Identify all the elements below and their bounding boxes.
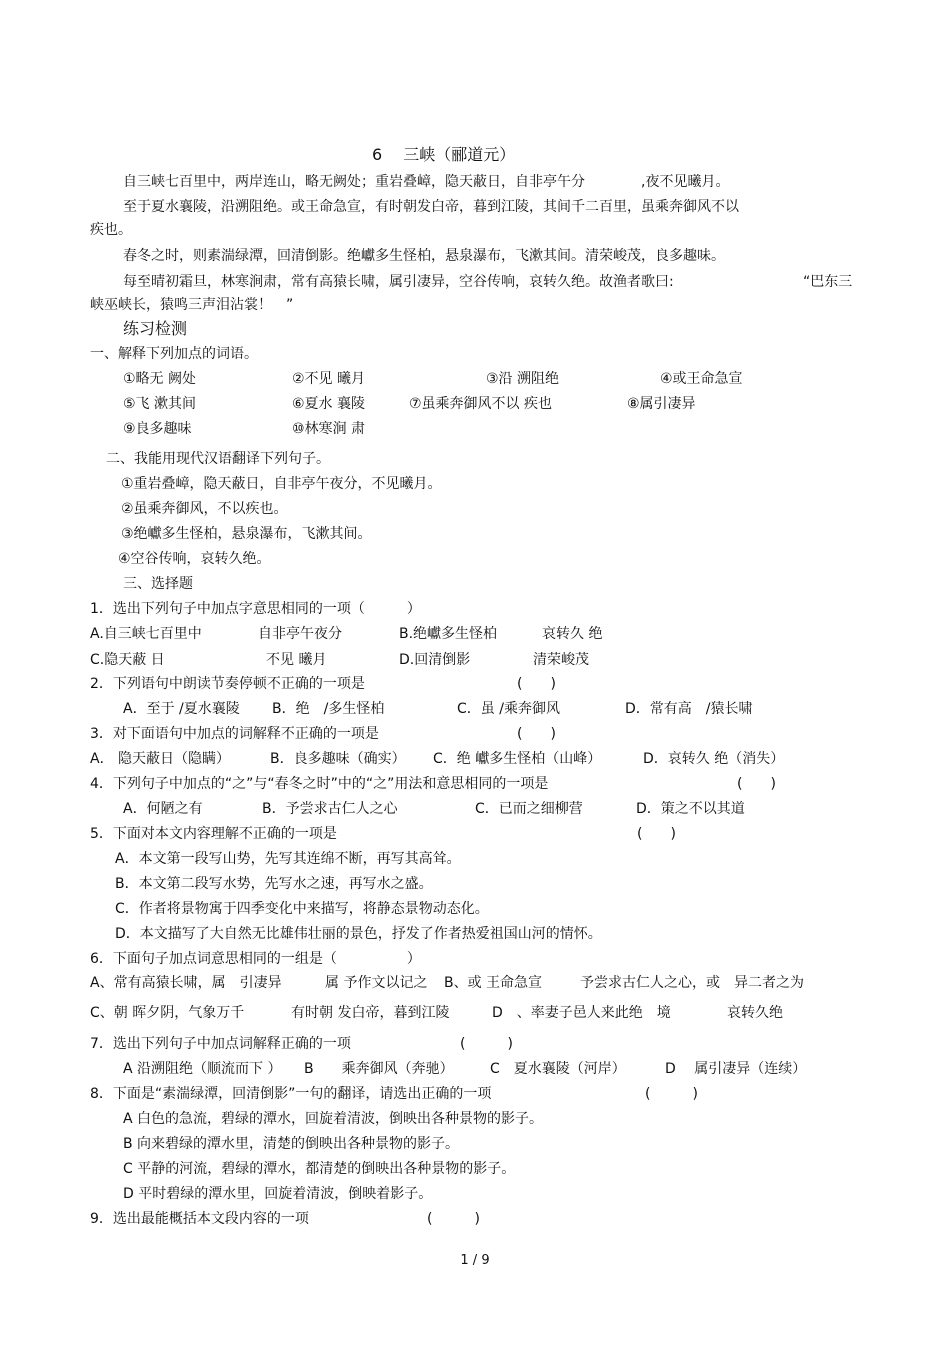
mc-option: C 平静的河流，碧绿的潭水，都清楚的倒映出各种景物的影子。 (123, 1161, 516, 1177)
mc-question-3: 3．对下面语句中加点的词解释不正确的一项是 (90, 726, 379, 742)
mc-option: A．何陋之有 (123, 801, 203, 817)
word-item: ④或王命急宣 (660, 371, 743, 387)
mc-question-2: 2．下列语句中朗读节奏停顿不正确的一项是 (90, 676, 365, 692)
mc-option: A 白色的急流，碧绿的潭水，回旋着清波，倒映出各种景物的影子。 (123, 1111, 544, 1127)
mc-option: B 向来碧绿的潭水里，清楚的倒映出各种景物的影子。 (123, 1136, 460, 1152)
paragraph-1: 自三峡七百里中，两岸连山，略无阙处；重岩叠嶂，隐天蔽日，自非亭午分 ,夜不见曦月。 (123, 174, 730, 190)
mc-option: B．予尝求古仁人之心 (262, 801, 398, 817)
mc-question-4: 4．下列句子中加点的“之”与“春冬之时”中的“之”用法和意思相同的一项是 (90, 776, 549, 792)
paragraph-4-cont: 峡巫峡长，猿鸣三声泪沾裳！ ” (90, 297, 294, 313)
answer-paren: ( ) (427, 1211, 480, 1227)
mc-option: A． 隐天蔽日（隐瞒） (90, 751, 231, 767)
mc-option: 予尝求古仁人之心，或 异二者之为 (580, 975, 804, 991)
translation-item: ①重岩叠嶂，隐天蔽日，自非亭午夜分，不见曦月。 (121, 476, 442, 492)
answer-paren: ( ) (645, 1086, 698, 1102)
mc-option: C．已而之细柳营 (475, 801, 583, 817)
mc-question-7: 7．选出下列句子中加点词解释正确的一项 (90, 1036, 351, 1052)
mc-question-9: 9．选出最能概括本文段内容的一项 (90, 1211, 309, 1227)
mc-option: B、或 王命急宣 (444, 975, 543, 991)
word-item: ⑩林寒涧 肃 (292, 421, 366, 437)
answer-paren: ( ) (517, 726, 556, 742)
mc-option: C．作者将景物寓于四季变化中来描写，将静态景物动态化。 (115, 901, 489, 917)
word-item: ①略无 阙处 (123, 371, 197, 387)
mc-option: 不见 曦月 (266, 652, 327, 668)
paragraph-4: 每至晴初霜旦，林寒涧肃，常有高猿长啸，属引凄异，空谷传响，哀转久绝。故渔者歌曰: (123, 274, 674, 290)
mc-option: A、常有高猿长啸，属 引凄异 (90, 975, 282, 991)
paragraph-2-cont: 疾也。 (90, 222, 132, 238)
mc-question-8: 8．下面是“素湍绿潭，回清倒影”一句的翻译，请选出正确的一项 (90, 1086, 492, 1102)
mc-option: C．虽 /乘奔御风 (457, 701, 560, 717)
mc-option: D．常有高 /猿长啸 (625, 701, 753, 717)
mc-option: C．绝 巘多生怪柏（山峰） (433, 751, 602, 767)
mc-option: 哀转久 绝 (542, 626, 603, 642)
translation-item: ②虽乘奔御风，不以疾也。 (121, 501, 288, 517)
mc-option: C、朝 晖夕阴，气象万千 (90, 1005, 245, 1021)
mc-question-5: 5．下面对本文内容理解不正确的一项是 (90, 826, 337, 842)
mc-option: B.绝巘多生怪柏 (399, 626, 498, 642)
mc-option: D．哀转久 绝（消失） (643, 751, 785, 767)
mc-option: B 乘奔御风（奔驰） (304, 1061, 454, 1077)
answer-paren: ( ) (737, 776, 776, 792)
word-item: ⑥夏水 襄陵 (292, 396, 366, 412)
translation-item: ③绝巘多生怪柏，悬泉瀑布，飞漱其间。 (121, 526, 372, 542)
mc-option: D 属引凄异（连续） (665, 1061, 807, 1077)
mc-option: 清荣峻茂 (533, 652, 589, 668)
paragraph-2: 至于夏水襄陵，沿溯阻绝。或王命急宣，有时朝发白帝，暮到江陵，其间千二百里，虽乘奔御风不以 (123, 199, 739, 215)
mc-question-1: 1．选出下列句子中加点字意思相同的一项（ ） (90, 601, 421, 617)
answer-paren: ( ) (460, 1036, 513, 1052)
mc-option: 属 予作文以记之 (325, 975, 428, 991)
word-item: ②不见 曦月 (292, 371, 366, 387)
mc-option: 有时朝 发白帝，暮到江陵 (291, 1005, 450, 1021)
word-item: ⑤飞 漱其间 (123, 396, 197, 412)
mc-option: D 平时碧绿的潭水里，回旋着清波，倒映着影子。 (123, 1186, 433, 1202)
mc-option: C 夏水襄陵（河岸） (490, 1061, 626, 1077)
section-title: 练习检测 (123, 319, 188, 338)
mc-option: B．良多趣味（确实） (270, 751, 406, 767)
page-number: 1 / 9 (460, 1253, 490, 1268)
mc-option: B．绝 /多生怪柏 (272, 701, 385, 717)
mc-option: B．本文第二段写水势，先写水之速，再写水之盛。 (115, 876, 433, 892)
mc-option: 自非亭午夜分 (258, 626, 342, 642)
paragraph-3: 春冬之时，则素湍绿潭，回清倒影。绝巘多生怪柏，悬泉瀑布，飞漱其间。清荣峻茂，良多趣味。 (123, 248, 725, 264)
word-item: ③沿 溯阻绝 (486, 371, 560, 387)
translation-item: ④空谷传响，哀转久绝。 (118, 551, 271, 567)
mc-option: D．本文描写了大自然无比雄伟壮丽的景色，抒发了作者热爱祖国山河的情怀。 (115, 926, 602, 942)
word-item: ⑧属引凄异 (627, 396, 696, 412)
word-item: ⑨良多趣味 (123, 421, 192, 437)
mc-option: D 、率妻子邑人来此绝 境 (492, 1005, 671, 1021)
page-title: 6 三峡（郦道元） (372, 145, 516, 164)
mc-option: A．至于 /夏水襄陵 (123, 701, 240, 717)
mc-option: D．策之不以其道 (636, 801, 745, 817)
paragraph-4-quote: “巴东三 (803, 274, 853, 290)
mc-option: A．本文第一段写山势，先写其连绵不断，再写其高耸。 (115, 851, 461, 867)
mc-option: A 沿溯阻绝（顺流而下 ） (123, 1061, 282, 1077)
mc-option: A.自三峡七百里中 (90, 626, 202, 642)
mc-option: 哀转久绝 (727, 1005, 783, 1021)
word-item: ⑦虽乘奔御风不以 疾也 (409, 396, 553, 412)
mc-option: C.隐天蔽 日 (90, 652, 165, 668)
mc-option: D.回清倒影 (399, 652, 471, 668)
question-2-heading: 二、我能用现代汉语翻译下列句子。 (106, 451, 330, 467)
question-1-heading: 一、解释下列加点的词语。 (90, 346, 258, 362)
mc-question-6: 6．下面句子加点词意思相同的一组是（ ） (90, 951, 421, 967)
question-3-heading: 三、选择题 (123, 576, 193, 592)
answer-paren: ( ) (517, 676, 556, 692)
answer-paren: ( ) (637, 826, 676, 842)
